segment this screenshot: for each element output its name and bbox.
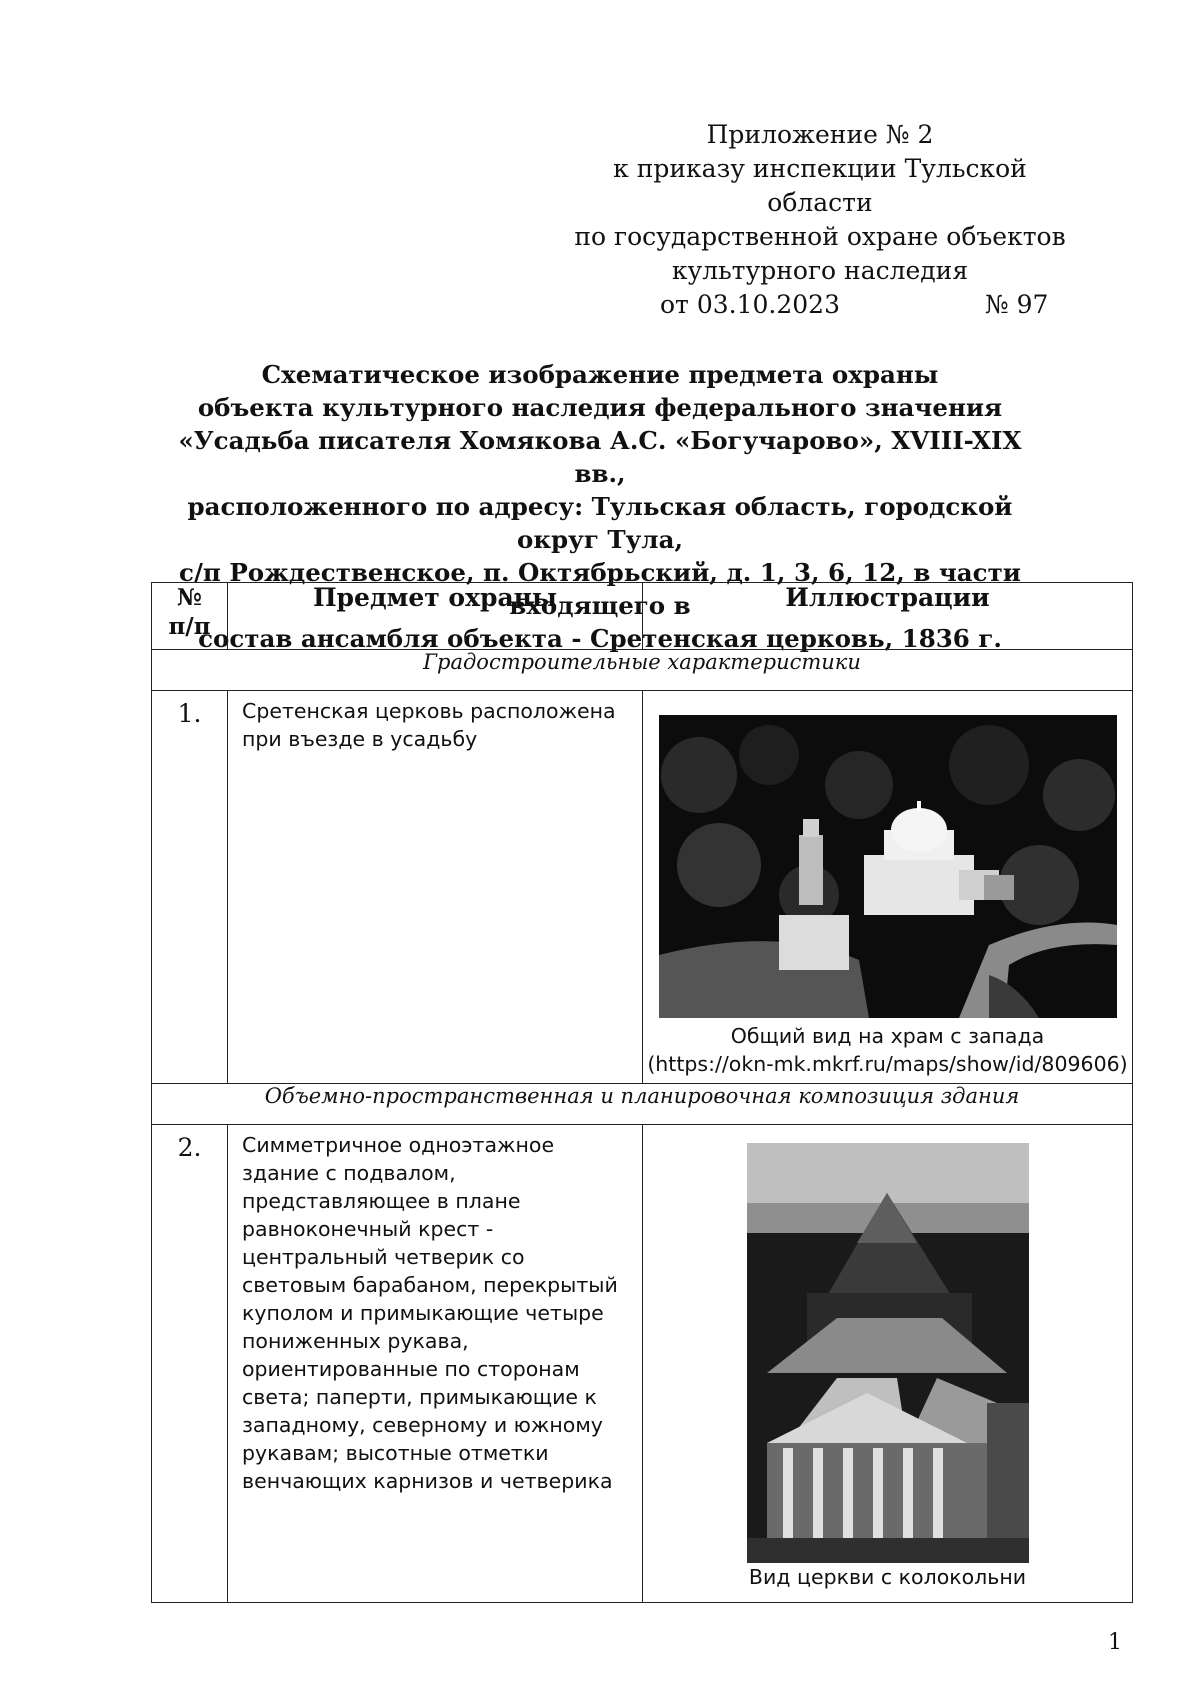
appendix-order-ref: к приказу инспекции Тульской области [613,154,1027,217]
appendix-order-ref-3: культурного наследия [671,256,969,285]
photo-source-url: (https://okn-mk.mkrf.ru/maps/show/id/809606) [647,1052,1128,1076]
title-line-2: объекта культурного наследия федерального значения [197,393,1003,422]
header-illustrations: Иллюстрации [643,583,1133,650]
title-line-5: с/п Рождественское, п. Октябрьский, д. 1, 3, 6, 12, в части входящего в [179,558,1021,620]
header-number [152,583,228,650]
title-line-4: расположенного по адресу: Тульская область, городской округ Тула, [187,492,1013,554]
row-description: Сретенская церковь расположена при въезде в усадьбу [228,691,643,1084]
appendix-title: Приложение № 2 [706,120,934,149]
appendix-order-ref-2: по государственной охране объектов [574,222,1066,251]
order-number: № 97 [985,290,1049,319]
row-description: Симметричное одноэтажное здание с подвалом, представляющее в плане равноконечный крест - центральный четверик со световым барабаном, перекрытый куполом и примыкающие четыре пониженных рукава, ориентированные по сторонам света; паперти, примыкающие к западному, северному и южному рукавам; высотные отметки венчающих карнизов и четверика [228,1125,643,1603]
header-subject: Предмет охраны [228,583,643,650]
row-number: 2. [152,1125,228,1603]
header-number-abbr: п/п [168,613,211,640]
title-line-6: состав ансамбля объекта - Сретенская церковь, 1836 г. [198,624,1002,653]
table-row [152,1125,1133,1603]
table-row [152,691,1133,1084]
section-row [152,1084,1133,1125]
appendix-date-line [560,288,1080,322]
row-illustration [643,1125,1133,1603]
section-row [152,650,1133,691]
section-title: Объемно-пространственная и планировочная композиция здания [152,1084,1133,1125]
church-from-bell-tower-photo [747,1143,1029,1563]
appendix-header [560,118,1080,322]
title-line-1: Схематическое изображение предмета охраны [261,360,939,389]
section-title: Градостроительные характеристики [152,650,1133,691]
table-header-row [152,583,1133,650]
photo-caption: Вид церкви с колокольни [748,1565,1027,1589]
title-line-3: «Усадьба писателя Хомякова А.С. «Богучарово», XVIII-XIX вв., [178,426,1022,488]
aerial-church-photo [659,715,1117,1018]
row-illustration [643,691,1133,1084]
page-number: 1 [1108,1630,1122,1655]
row-number: 1. [152,691,228,1084]
order-date: от 03.10.2023 [660,290,840,319]
protection-subject-table [151,582,1133,1603]
photo-caption: Общий вид на храм с запада [730,1024,1045,1048]
header-number-sign: № [177,584,202,611]
